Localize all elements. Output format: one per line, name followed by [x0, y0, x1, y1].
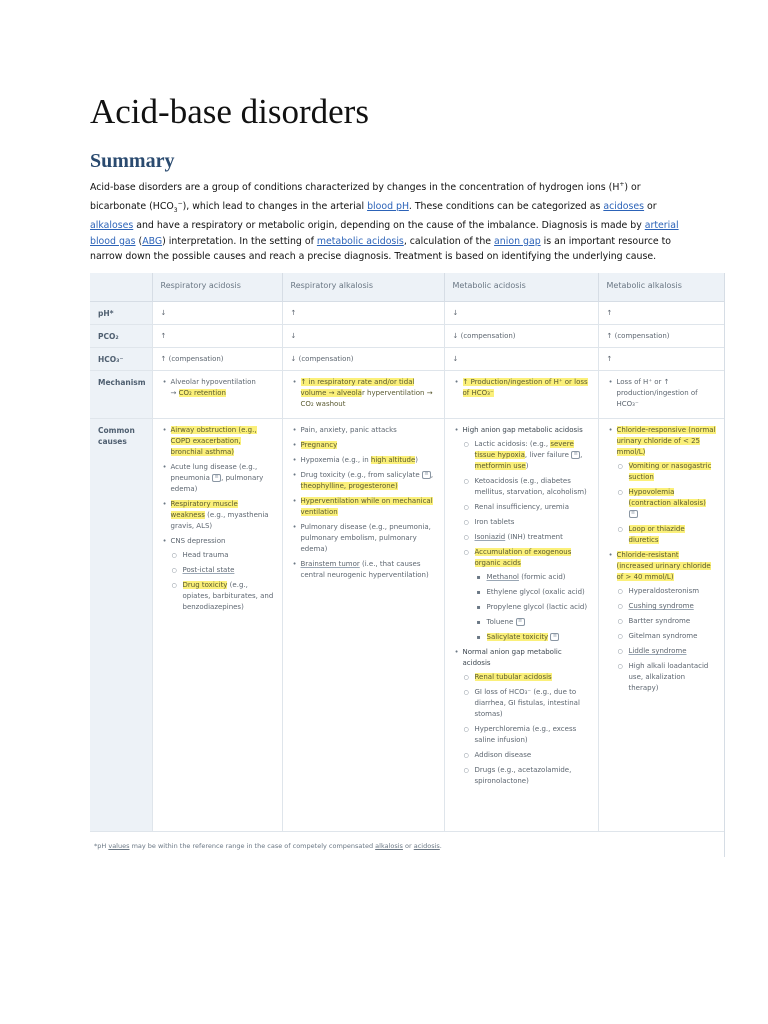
- list-item: ○ Addison disease: [475, 750, 590, 761]
- list-item: ○ Lactic acidosis: (e.g., severe tissue hypoxia, liver failure ≡ , metformin use): [475, 439, 590, 472]
- table-row-hco3: [90, 348, 724, 371]
- list-item: ▪ Salicylate toxicity ≡: [487, 632, 590, 643]
- header-blank: [90, 273, 152, 302]
- list-item: • ↑ Production/ingestion of H⁺ or loss of HCO₃⁻: [463, 377, 590, 399]
- list-item: • High anion gap metabolic acidosis ○ Lactic acidosis: (e.g., severe tissue hypoxia, liver failure ≡ , metformin use) ○ Ketoacidosis (e.g., diabetes mellitus, starvation, alcoholism) ○ Renal insufficiency, uremia ○ Iron tablets ○ Isoniazid (INH) treatment ○ Accumulation of exogenous organic acids ▪ Methanol (formic acid) ▪ Ethylene glycol (oxalic acid) ▪ Propylene glycol (lactic acid) ▪ Toluene ≡ ▪ Salicylate toxicity ≡: [463, 425, 590, 643]
- link-blood-ph[interactable]: blood pH: [367, 200, 409, 212]
- header-respiratory-alkalosis: Respiratory alkalosis: [282, 273, 444, 302]
- expand-icon[interactable]: ≡: [571, 451, 580, 459]
- link-abg[interactable]: ABG: [142, 235, 163, 247]
- cell: ↓: [444, 348, 598, 371]
- list-item: ○ Drugs (e.g., acetazolamide, spironolactone): [475, 765, 590, 787]
- cell-metabolic-acidosis-causes: [444, 419, 598, 832]
- list-item: • Chloride-resistant (increased urinary chloride of > 40 mmol/L) ○ Hyperaldosteronism ○ Cushing syndrome ○ Bartter syndrome ○ Gitelman syndrome ○ Liddle syndrome ○ High alkali loadantacid use, alkalization therapy): [617, 550, 717, 694]
- list-item: ○ Isoniazid (INH) treatment: [475, 532, 590, 543]
- list-item: ○ Renal insufficiency, uremia: [475, 502, 590, 513]
- table-row-common-causes: [90, 419, 724, 832]
- list-item: • Pain, anxiety, panic attacks: [301, 425, 436, 436]
- list-item: • ↑ in respiratory rate and/or tidal volume → alveolar hyperventilation → CO₂ washout: [301, 377, 436, 410]
- header-respiratory-acidosis: Respiratory acidosis: [152, 273, 282, 302]
- link-alkaloses[interactable]: alkaloses: [90, 220, 134, 232]
- list-item: • Acute lung disease (e.g., pneumonia ≡ , pulmonary edema): [171, 462, 274, 495]
- list-item: • Hyperventilation while on mechanical ventilation: [301, 496, 436, 518]
- list-item: ○ GI loss of HCO₃⁻ (e.g., due to diarrhea, GI fistulas, intestinal stomas): [475, 687, 590, 720]
- list-item: ○ Hyperchloremia (e.g., excess saline infusion): [475, 724, 590, 746]
- cell-respiratory-alkalosis-causes: [282, 419, 444, 832]
- list-item: • Alveolar hypoventilation → CO₂ retention: [171, 377, 274, 399]
- list-item: ○ High alkali loadantacid use, alkalization therapy): [629, 661, 717, 694]
- table-row-pco2: [90, 325, 724, 348]
- list-item: ○ Post-ictal state: [183, 565, 274, 576]
- intro-paragraph: Acid-base disorders are a group of conditions characterized by changes in the concentration of hydrogen ions (H+) or bicarbonate $(HCO_3^-)$, which lead to changes in the arterial blood pH. These conditions can be categorized as acidoses or alkaloses and have a respiratory or metabolic origin, depending on the cause of the imbalance. Diagnosis is made by arterial blood gas (ABG) interpretation. In the setting of metabolic acidosis, calculation of the anion gap is an important resource to narrow down the possible causes and reach a precise diagnosis. Treatment is based on identifying the underlying cause.: [90, 181, 679, 263]
- table-row-ph: [90, 302, 724, 325]
- list-item: • Normal anion gap metabolic acidosis ○ Renal tubular acidosis ○ GI loss of HCO₃⁻ (e.g., due to diarrhea, GI fistulas, intestinal stomas) ○ Hyperchloremia (e.g., excess saline infusion) ○ Addison disease ○ Drugs (e.g., acetazolamide, spironolactone): [463, 647, 590, 787]
- header-metabolic-alkalosis: Metabolic alkalosis: [598, 273, 724, 302]
- expand-icon[interactable]: ≡: [516, 618, 525, 626]
- cell: ↓: [282, 325, 444, 348]
- list-item: • Drug toxicity (e.g., from salicylate ≡ , theophylline, progesterone): [301, 470, 436, 492]
- list-item: ○ Hyperaldosteronism: [629, 586, 717, 597]
- cell: ↑: [598, 302, 724, 325]
- list-item: • Loss of H⁺ or ↑ production/ingestion of HCO₃⁻: [617, 377, 717, 410]
- cell: [444, 371, 598, 419]
- list-item: ▪ Toluene ≡: [487, 617, 590, 628]
- link-arterial-blood-gas[interactable]: arterial blood gas: [90, 220, 679, 247]
- cell: [282, 371, 444, 419]
- list-item: • Chloride-responsive (normal urinary chloride of < 25 mmol/L) ○ Vomiting or nasogastric suction ○ Hypovolemia (contraction alkalosis) ≡ ○ Loop or thiazide diuretics: [617, 425, 717, 546]
- cell: ↑: [598, 348, 724, 371]
- list-item: • Respiratory muscle weakness (e.g., myasthenia gravis, ALS): [171, 499, 274, 532]
- link-metabolic-acidosis[interactable]: metabolic acidosis: [316, 235, 404, 247]
- cell-metabolic-alkalosis-causes: [598, 419, 724, 832]
- list-item: • Pulmonary disease (e.g., pneumonia, pulmonary embolism, pulmonary edema): [301, 522, 436, 555]
- cell: ↓ (compensation): [282, 348, 444, 371]
- list-item: ▪ Methanol (formic acid): [487, 572, 590, 583]
- list-item: ○ Vomiting or nasogastric suction: [629, 461, 717, 483]
- acid-base-table: [90, 273, 725, 857]
- cell: [598, 371, 724, 419]
- list-item: ○ Renal tubular acidosis: [475, 672, 590, 683]
- table-footnote: *pH values may be within the reference range in the case of competely compensated alkalosis or acidosis.: [94, 842, 442, 850]
- cell: ↓: [152, 302, 282, 325]
- cell: ↓ (compensation): [444, 325, 598, 348]
- section-heading-summary: Summary: [90, 150, 175, 172]
- row-label-mechanism: Mechanism: [90, 371, 152, 419]
- list-item: ○ Accumulation of exogenous organic acids ▪ Methanol (formic acid) ▪ Ethylene glycol (oxalic acid) ▪ Propylene glycol (lactic acid) ▪ Toluene ≡ ▪ Salicylate toxicity ≡: [475, 547, 590, 643]
- list-item: ○ Loop or thiazide diuretics: [629, 524, 717, 546]
- list-item: ▪ Propylene glycol (lactic acid): [487, 602, 590, 613]
- page-title: Acid-base disorders: [90, 92, 369, 131]
- row-label-ph: pH*: [90, 302, 152, 325]
- list-item: • Pregnancy: [301, 440, 436, 451]
- list-item: • CNS depression ○ Head trauma ○ Post-ictal state ○ Drug toxicity (e.g., opiates, barbiturates, and benzodiazepines): [171, 536, 274, 613]
- cell: ↓: [444, 302, 598, 325]
- row-label-pco2: PCO₂: [90, 325, 152, 348]
- expand-icon[interactable]: ≡: [422, 471, 431, 479]
- list-item: ○ Head trauma: [183, 550, 274, 561]
- row-label-hco3: HCO₃⁻: [90, 348, 152, 371]
- list-item: • Brainstem tumor (i.e., that causes central neurogenic hyperventilation): [301, 559, 436, 581]
- list-item: ○ Ketoacidosis (e.g., diabetes mellitus, starvation, alcoholism): [475, 476, 590, 498]
- list-item: ○ Drug toxicity (e.g., opiates, barbiturates, and benzodiazepines): [183, 580, 274, 613]
- list-item: • Airway obstruction (e.g., COPD exacerbation, bronchial asthma): [171, 425, 274, 458]
- row-label-common-causes: Common causes: [90, 419, 152, 832]
- link-acidoses[interactable]: acidoses: [603, 200, 645, 212]
- list-item: • Hypoxemia (e.g., in high altitude): [301, 455, 436, 466]
- cell: ↑ (compensation): [598, 325, 724, 348]
- header-metabolic-acidosis: Metabolic acidosis: [444, 273, 598, 302]
- table-row-mechanism: [90, 371, 724, 419]
- cell-respiratory-acidosis-causes: [152, 419, 282, 832]
- cell: [152, 371, 282, 419]
- list-item: ○ Bartter syndrome: [629, 616, 717, 627]
- link-anion-gap[interactable]: anion gap: [494, 235, 541, 247]
- list-item: ○ Hypovolemia (contraction alkalosis) ≡: [629, 487, 717, 520]
- table-header-row: [90, 273, 724, 302]
- list-item: ○ Liddle syndrome: [629, 646, 717, 657]
- cell: ↑ (compensation): [152, 348, 282, 371]
- list-item: ▪ Ethylene glycol (oxalic acid): [487, 587, 590, 598]
- cell: ↑: [282, 302, 444, 325]
- expand-icon[interactable]: ≡: [629, 510, 638, 518]
- cell: ↑: [152, 325, 282, 348]
- expand-icon[interactable]: ≡: [212, 474, 221, 482]
- list-item: ○ Iron tablets: [475, 517, 590, 528]
- list-item: ○ Cushing syndrome: [629, 601, 717, 612]
- list-item: ○ Gitelman syndrome: [629, 631, 717, 642]
- expand-icon[interactable]: ≡: [550, 633, 559, 641]
